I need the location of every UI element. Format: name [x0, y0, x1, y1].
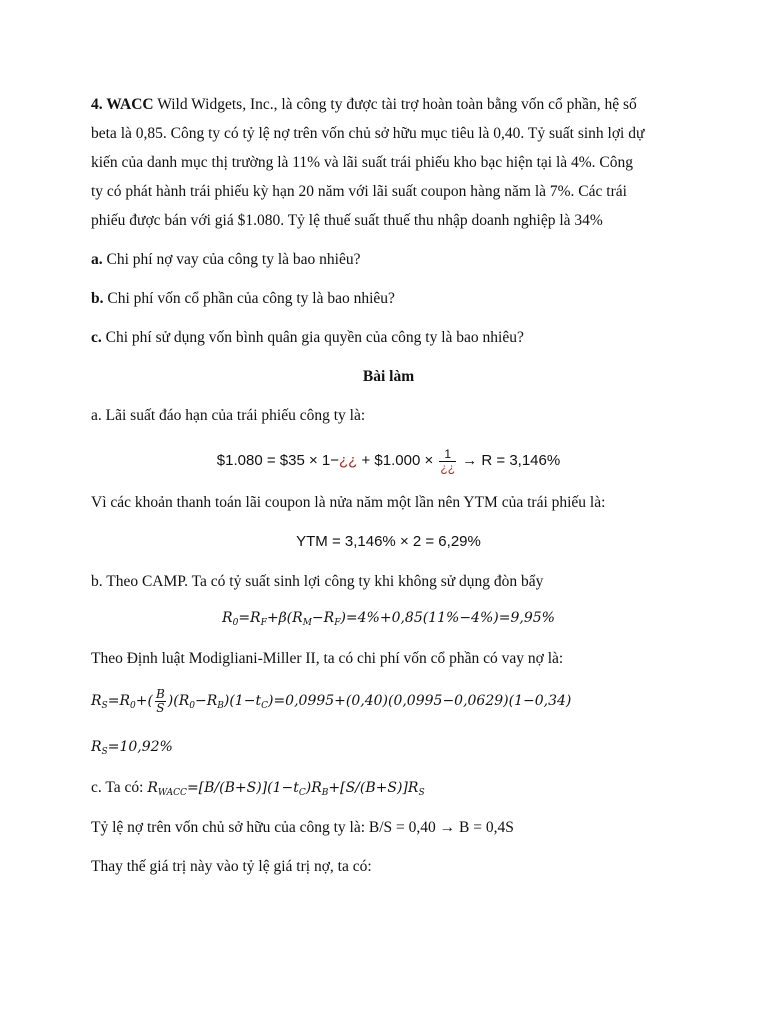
question-c: [91, 323, 686, 352]
eq1-mid: + $1.000 ×: [357, 452, 438, 469]
eq1-fraction-denominator: ¿¿: [440, 460, 456, 475]
question-a: [91, 245, 686, 274]
levered-equity-equation: $R_S=R_0+$( $\frac{B}{S}$ )$(R_0-R_B)(1-t_C)=0,0995+(0,40)(0,0995-0,0629)(1-0,34)$: [91, 686, 572, 715]
solution-b-intro: b. Theo CAMP. Ta có tỷ suất sinh lợi công ty khi không sử dụng đòn bẩy: [91, 573, 544, 590]
b-over-s-fraction: $\frac{B}{S}$: [155, 686, 165, 715]
question-b-text: Chi phí vốn cổ phần của công ty là bao nhiêu?: [107, 290, 395, 307]
mm-intro: Theo Định luật Modigliani-Miller II, ta có chi phí vốn cổ phần có vay nợ là:: [91, 650, 564, 667]
problem-statement: [91, 90, 686, 235]
debt-equity-ratio-line: Tỷ lệ nợ trên vốn chủ sở hữu của công ty là: B/S = 0,40 → B = 0,4S: [91, 819, 514, 836]
question-c-label: c.: [91, 329, 102, 346]
question-b: [91, 284, 686, 313]
levered-equity-result: $R_S=10,92\%$: [91, 739, 173, 757]
question-a-label: a.: [91, 251, 103, 268]
problem-text-line-3: kiến của danh mục thị trường là 11% và lãi suất trái phiếu kho bạc hiện tại là 4%. Công: [91, 154, 634, 171]
wacc-formula-line: [91, 773, 686, 803]
eq1-right: → R = 3,146%: [458, 452, 561, 469]
problem-text-line-4: ty có phát hành trái phiếu kỳ hạn 20 năm với lãi suất coupon hàng năm là 7%. Các trái: [91, 183, 627, 200]
solution-heading: [91, 362, 686, 391]
rs-result-value: =10,92%: [107, 739, 173, 755]
problem-text-line-5: phiếu được bán với giá $1.080. Tỷ lệ thuế suất thuế thu nhập doanh nghiệp là 34%: [91, 212, 603, 229]
ytm-equation: YTM = 3,146% × 2 = 6,29%: [296, 533, 481, 550]
problem-text-line-1: Wild Widgets, Inc., là công ty được tài trợ hoàn toàn bằng vốn cổ phần, hệ số: [157, 96, 637, 113]
rs-equation-rhs: )=0,0995+(0,40)(0,0995−0,0629)(1−0,34): [267, 693, 572, 709]
problem-number: 4. WACC: [91, 96, 154, 113]
question-b-label: b.: [91, 290, 104, 307]
r0-equation-rhs: =4%+0,85(11%−4%)=9,95%: [345, 610, 555, 626]
solution-c-intro: c. Ta có:: [91, 779, 148, 796]
question-a-text: Chi phí nợ vay của công ty là bao nhiêu?: [106, 251, 361, 268]
rs-equation-mid: (1−: [229, 693, 256, 709]
substitute-line: Thay thế giá trị này vào tỷ lệ giá trị nợ, ta có:: [91, 858, 372, 875]
eq1-left: $1.080 = $35 × 1−: [216, 452, 339, 469]
wacc-formula: $R_{WACC}=[B/(B+S)](1-t_C)R_B+[S/(B+S)]R_S$: [147, 780, 425, 798]
bond-price-equation: [91, 444, 686, 478]
document-page: [91, 90, 686, 881]
solution-ytm-intro: Vì các khoản thanh toán lãi coupon là nửa năm một lần nên YTM của trái phiếu là:: [91, 494, 606, 511]
question-c-text: Chi phí sử dụng vốn bình quân gia quyền của công ty là bao nhiêu?: [105, 329, 524, 346]
solution-heading-text: Bài làm: [362, 368, 415, 385]
eq1-garbled-symbol: ¿¿: [338, 452, 358, 469]
solution-a-intro: a. Lãi suất đáo hạn của trái phiếu công ty là:: [91, 407, 366, 424]
problem-text-line-2: beta là 0,85. Công ty có tỷ lệ nợ trên vốn chủ sở hữu mục tiêu là 0,40. Tỷ suất sinh lợi dự: [91, 125, 645, 142]
eq1-fraction: [439, 448, 456, 475]
eq1-fraction-numerator: 1: [444, 446, 452, 461]
unlevered-return-equation: $R_0=R_F+\beta(R_M-R_F)=4\%+0,85(11\%-4\%)=9,95\%$: [222, 610, 555, 628]
